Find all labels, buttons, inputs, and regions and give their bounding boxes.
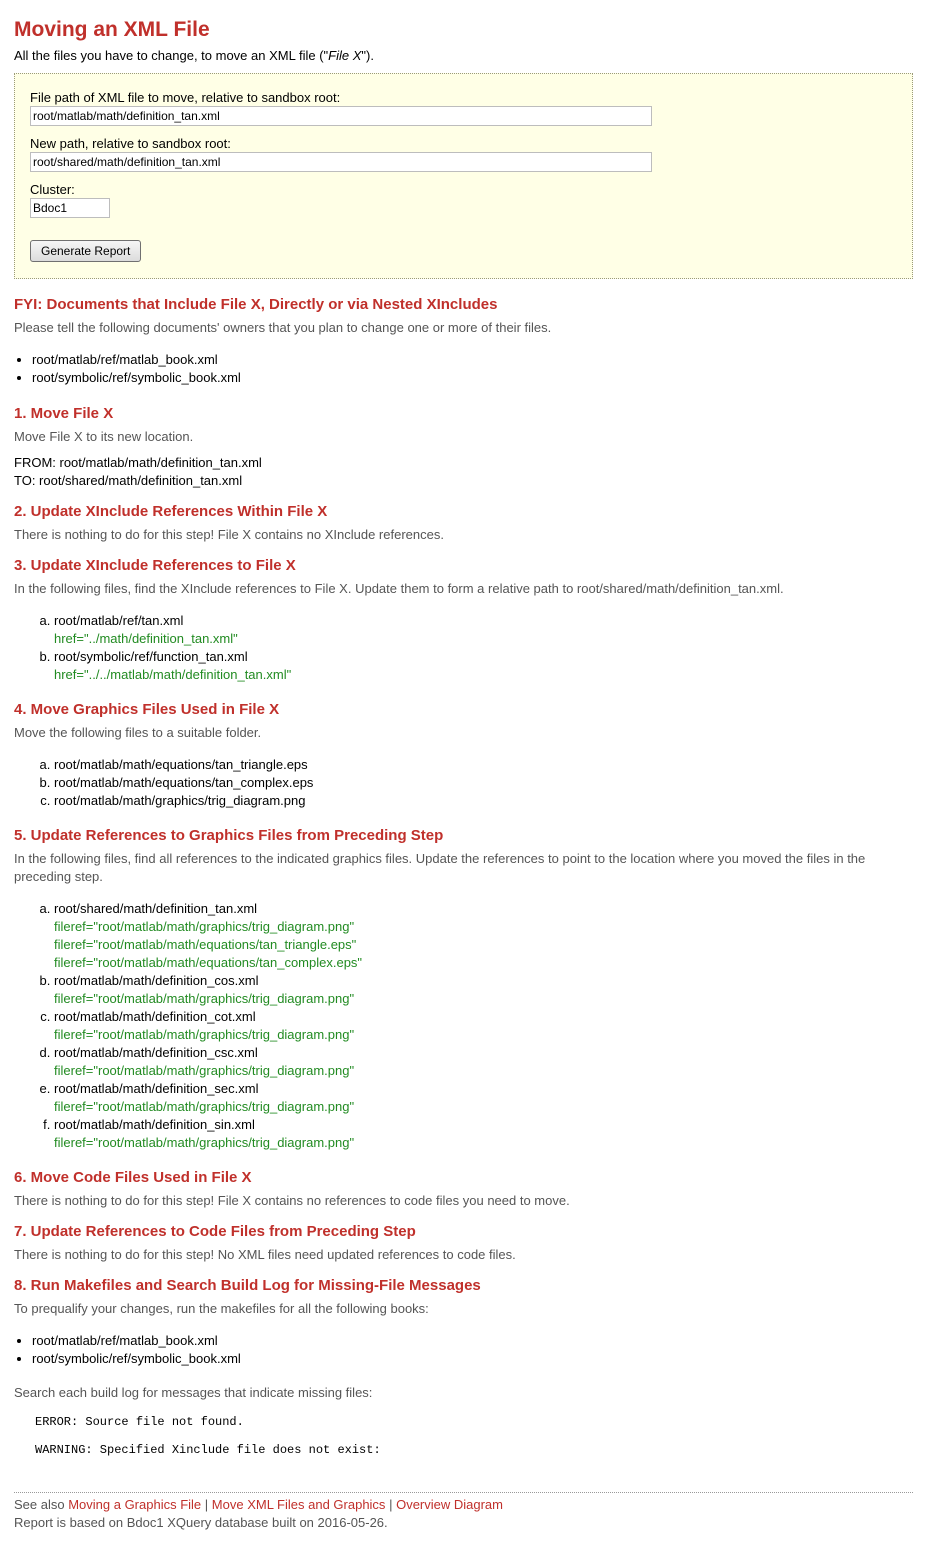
see-also-label: See also bbox=[14, 1497, 69, 1512]
footer bbox=[14, 1492, 913, 1532]
step1-heading: 1. Move File X bbox=[14, 405, 114, 422]
file-path: root/symbolic/ref/function_tan.xml bbox=[54, 649, 248, 664]
href-ref: href="../math/definition_tan.xml" bbox=[54, 631, 238, 646]
step6-section bbox=[14, 1168, 913, 1210]
step4-section bbox=[14, 700, 913, 810]
step4-heading: 4. Move Graphics Files Used in File X bbox=[14, 701, 280, 718]
search-desc: Search each build log for messages that indicate missing files: bbox=[14, 1385, 373, 1400]
fyi-heading: FYI: Documents that Include File X, Directly or via Nested XIncludes bbox=[14, 296, 498, 313]
step3-heading: 3. Update XInclude References to File X bbox=[14, 557, 296, 574]
step8-section bbox=[14, 1276, 913, 1458]
generate-report-button[interactable]: Generate Report bbox=[30, 240, 141, 262]
step4-desc: Move the following files to a suitable folder. bbox=[14, 725, 262, 740]
path-label: File path of XML file to move, relative to sandbox root: bbox=[30, 90, 341, 105]
list-item bbox=[54, 972, 913, 1008]
file-path: root/shared/math/definition_tan.xml bbox=[54, 901, 258, 916]
page-title: Moving an XML File bbox=[14, 18, 210, 41]
step6-heading: 6. Move Code Files Used in File X bbox=[14, 1169, 252, 1186]
new-path-input[interactable] bbox=[30, 152, 652, 172]
intro-suffix: "). bbox=[361, 48, 374, 63]
step3-list bbox=[14, 612, 913, 684]
href-ref: href="../../matlab/math/definition_tan.xml" bbox=[54, 667, 292, 682]
step1-section bbox=[14, 404, 913, 490]
fileref-ref: fileref="root/matlab/math/graphics/trig_diagram.png" bbox=[54, 1027, 355, 1042]
step5-list bbox=[14, 900, 913, 1152]
step8-desc: To prequalify your changes, run the makefiles for all the following books: bbox=[14, 1301, 429, 1316]
fileref-ref: fileref="root/matlab/math/graphics/trig_diagram.png" bbox=[54, 1099, 355, 1114]
step5-desc: In the following files, find all references to the indicated graphics files. Update the references to point to the location where you moved the files in the preceding step. bbox=[14, 851, 866, 884]
path-field-group bbox=[30, 90, 897, 126]
intro-file-x: File X bbox=[328, 48, 362, 63]
error-message: ERROR: Source file not found. bbox=[35, 1415, 244, 1429]
list-item: • root/matlab/ref/matlab_book.xml bbox=[32, 351, 913, 369]
list-item: b. root/matlab/math/equations/tan_complex.eps bbox=[54, 774, 913, 792]
cluster-input[interactable] bbox=[30, 198, 110, 218]
file-path: root/matlab/math/definition_sin.xml bbox=[54, 1117, 255, 1132]
step8-heading: 8. Run Makefiles and Search Build Log for Missing-File Messages bbox=[14, 1277, 481, 1294]
step5-section bbox=[14, 826, 913, 1152]
file-path: root/matlab/math/definition_cot.xml bbox=[54, 1009, 256, 1024]
warning-message: WARNING: Specified Xinclude file does not exist: bbox=[35, 1443, 381, 1457]
cluster-field-group bbox=[30, 182, 897, 218]
fileref-ref: fileref="root/matlab/math/graphics/trig_diagram.png" bbox=[54, 1063, 355, 1078]
list-item bbox=[54, 1080, 913, 1116]
fileref-ref: fileref="root/matlab/math/equations/tan_triangle.eps" bbox=[54, 937, 357, 952]
new-path-field-group bbox=[30, 136, 897, 172]
file-path: root/matlab/math/definition_sec.xml bbox=[54, 1081, 259, 1096]
fileref-ref: fileref="root/matlab/math/graphics/trig_diagram.png" bbox=[54, 991, 355, 1006]
new-path-label: New path, relative to sandbox root: bbox=[30, 136, 231, 151]
step2-heading: 2. Update XInclude References Within File X bbox=[14, 503, 328, 520]
link-move-xml-files-and-graphics[interactable]: Move XML Files and Graphics bbox=[211, 1497, 386, 1512]
file-path: root/matlab/math/definition_cos.xml bbox=[54, 973, 259, 988]
list-item bbox=[54, 1044, 913, 1080]
step7-desc: There is nothing to do for this step! No XML files need updated references to code files. bbox=[14, 1247, 516, 1262]
intro-prefix: All the files you have to change, to move an XML file (" bbox=[14, 48, 329, 63]
list-item: • root/matlab/ref/matlab_book.xml bbox=[32, 1332, 913, 1350]
fileref-ref: fileref="root/matlab/math/graphics/trig_diagram.png" bbox=[54, 1135, 355, 1150]
fileref-ref: fileref="root/matlab/math/equations/tan_complex.eps" bbox=[54, 955, 363, 970]
to-path: TO: root/shared/math/definition_tan.xml bbox=[14, 473, 243, 488]
fyi-list bbox=[14, 351, 913, 387]
step5-heading: 5. Update References to Graphics Files from Preceding Step bbox=[14, 827, 444, 844]
fyi-desc: Please tell the following documents' owners that you plan to change one or more of their files. bbox=[14, 320, 552, 335]
list-item bbox=[54, 1116, 913, 1152]
report-note: Report is based on Bdoc1 XQuery database built on 2016-05-26. bbox=[14, 1515, 388, 1530]
step7-heading: 7. Update References to Code Files from Preceding Step bbox=[14, 1223, 416, 1240]
step7-section bbox=[14, 1222, 913, 1264]
page-content bbox=[14, 0, 913, 1458]
list-item bbox=[54, 648, 913, 684]
link-separator: | bbox=[389, 1497, 393, 1512]
list-item: • root/symbolic/ref/symbolic_book.xml bbox=[32, 1350, 913, 1368]
step6-desc: There is nothing to do for this step! File X contains no references to code files you need to move. bbox=[14, 1193, 570, 1208]
intro-text bbox=[14, 47, 913, 65]
list-item bbox=[54, 900, 913, 972]
link-overview-diagram[interactable]: Overview Diagram bbox=[396, 1497, 503, 1512]
step8-list bbox=[14, 1332, 913, 1368]
file-path: root/matlab/math/definition_csc.xml bbox=[54, 1045, 258, 1060]
from-path: FROM: root/matlab/math/definition_tan.xml bbox=[14, 455, 262, 470]
path-input[interactable] bbox=[30, 106, 652, 126]
fileref-ref: fileref="root/matlab/math/graphics/trig_diagram.png" bbox=[54, 919, 355, 934]
step1-fromto bbox=[14, 454, 913, 490]
report-form bbox=[14, 73, 913, 279]
list-item: c. root/matlab/math/graphics/trig_diagram.png bbox=[54, 792, 913, 810]
link-separator: | bbox=[204, 1497, 209, 1512]
step3-desc: In the following files, find the XInclude references to File X. Update them to form a relative path to root/shared/math/definition_tan.xml. bbox=[14, 581, 784, 596]
file-path: root/matlab/ref/tan.xml bbox=[54, 613, 184, 628]
list-item: • root/symbolic/ref/symbolic_book.xml bbox=[32, 369, 913, 387]
list-item: a. root/matlab/math/equations/tan_triangle.eps bbox=[54, 756, 913, 774]
step3-section bbox=[14, 556, 913, 684]
see-also-line bbox=[14, 1496, 913, 1514]
step4-list bbox=[14, 756, 913, 810]
link-moving-graphics-file[interactable]: Moving a Graphics File bbox=[68, 1497, 202, 1512]
step2-section bbox=[14, 502, 913, 544]
cluster-label: Cluster: bbox=[30, 182, 75, 197]
step2-desc: There is nothing to do for this step! File X contains no XInclude references. bbox=[14, 527, 444, 542]
fyi-section bbox=[14, 295, 913, 387]
step1-desc: Move File X to its new location. bbox=[14, 429, 194, 444]
list-item bbox=[54, 612, 913, 648]
list-item bbox=[54, 1008, 913, 1044]
